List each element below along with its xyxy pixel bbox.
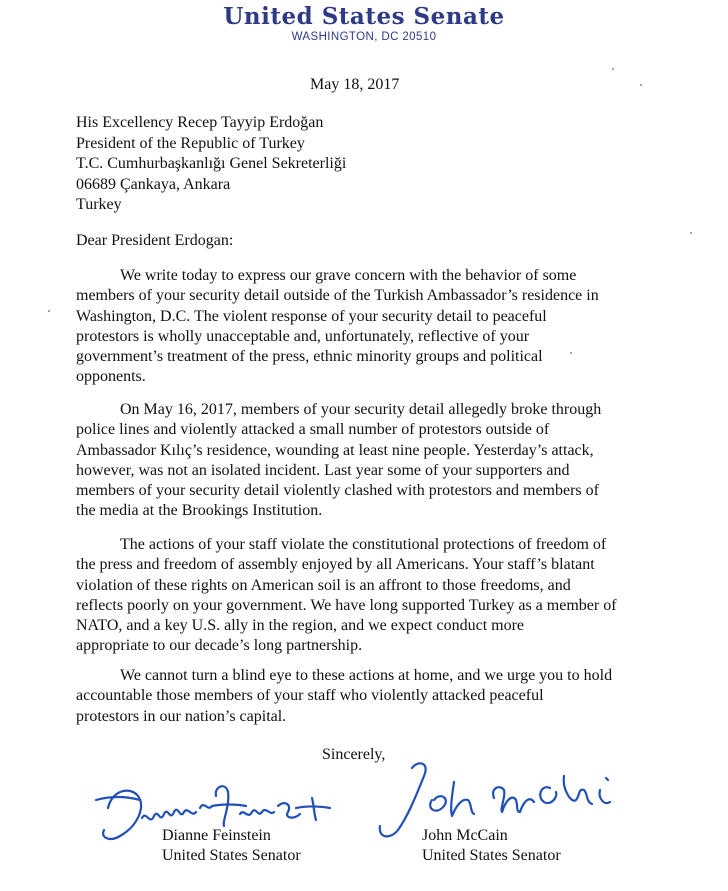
- paragraph-line: Washington, D.C. The violent response of your security detail to peaceful: [76, 307, 547, 325]
- senate-address: WASHINGTON, DC 20510: [291, 31, 437, 43]
- scan-speck: [570, 352, 572, 354]
- senate-title: United States Senate: [223, 3, 505, 30]
- scan-speck: [612, 68, 614, 70]
- paragraph-line: reflects poorly on your government. We have long supported Turkey as a member of: [76, 596, 617, 614]
- paragraph-line: On May 16, 2017, members of your security detail allegedly broke through: [120, 401, 602, 418]
- letter-date: May 18, 2017: [310, 76, 400, 93]
- paragraph-line: We write today to express our grave concern with the behavior of some: [120, 267, 577, 284]
- body-paragraph-3: [76, 535, 686, 657]
- signer-title: United States Senator: [162, 847, 301, 864]
- scan-speck: [48, 310, 50, 312]
- body-paragraph-4: [76, 666, 686, 727]
- body-paragraph-2: [76, 400, 686, 522]
- paragraph-line: We cannot turn a blind eye to these actions at home, and we urge you to hold: [120, 667, 613, 684]
- signer-name: Dianne Feinstein: [162, 827, 271, 844]
- paragraph-line: protestors in our nation’s capital.: [76, 707, 287, 725]
- recipient-line: Turkey: [76, 196, 122, 213]
- recipient-line: 06689 Çankaya, Ankara: [76, 175, 231, 193]
- paragraph-line: NATO, and a key U.S. ally in the region, and we expect conduct more: [76, 617, 525, 635]
- paragraph-line: however, was not an isolated incident. Last year some of your supporters and: [76, 461, 570, 479]
- recipient-address: [76, 113, 346, 216]
- paragraph-line: members of your security detail violently clashed with protestors and members of: [76, 482, 599, 500]
- recipient-line: President of the Republic of Turkey: [76, 134, 305, 152]
- paragraph-line: police lines and violently attacked a small number of protestors outside of: [76, 421, 550, 439]
- recipient-line: T.C. Cumhurbaşkanlığı Genel Sekreterliği: [76, 155, 347, 172]
- signer-mccain: [422, 826, 561, 866]
- paragraph-line: accountable those members of your staff who violently attacked peaceful: [76, 687, 544, 705]
- body-paragraph-1: [76, 266, 686, 388]
- signer-title: United States Senator: [422, 847, 561, 864]
- paragraph-line: Ambassador Kılıç’s residence, wounding at least nine people. Yesterday’s attack,: [76, 441, 594, 459]
- paragraph-line: government’s treatment of the press, ethnic minority groups and political: [76, 348, 543, 366]
- paragraph-line: the press and freedom of assembly enjoyed by all Americans. Your staff’s blatant: [76, 556, 595, 574]
- paragraph-line: members of your security detail outside of the Turkish Ambassador’s residence in: [76, 287, 599, 305]
- salutation: Dear President Erdogan:: [76, 232, 234, 249]
- scan-speck: [690, 232, 692, 234]
- letterhead: [0, 4, 728, 43]
- recipient-line: His Excellency Recep Tayyip Erdoğan: [76, 114, 324, 131]
- closing: Sincerely,: [322, 746, 386, 763]
- paragraph-line: protestors is wholly unacceptable and, unfortunately, reflective of your: [76, 327, 530, 345]
- paragraph-line: the media at the Brookings Institution.: [76, 502, 323, 520]
- signer-feinstein: [162, 826, 301, 866]
- signer-name: John McCain: [422, 827, 508, 844]
- scan-speck: [640, 84, 642, 86]
- paragraph-line: violation of these rights on American soil is an affront to those freedoms, and: [76, 576, 571, 594]
- paragraph-line: appropriate to our decade’s long partnership.: [76, 637, 363, 655]
- paragraph-line: opponents.: [76, 368, 146, 386]
- paragraph-line: The actions of your staff violate the constitutional protections of freedom of: [120, 536, 607, 553]
